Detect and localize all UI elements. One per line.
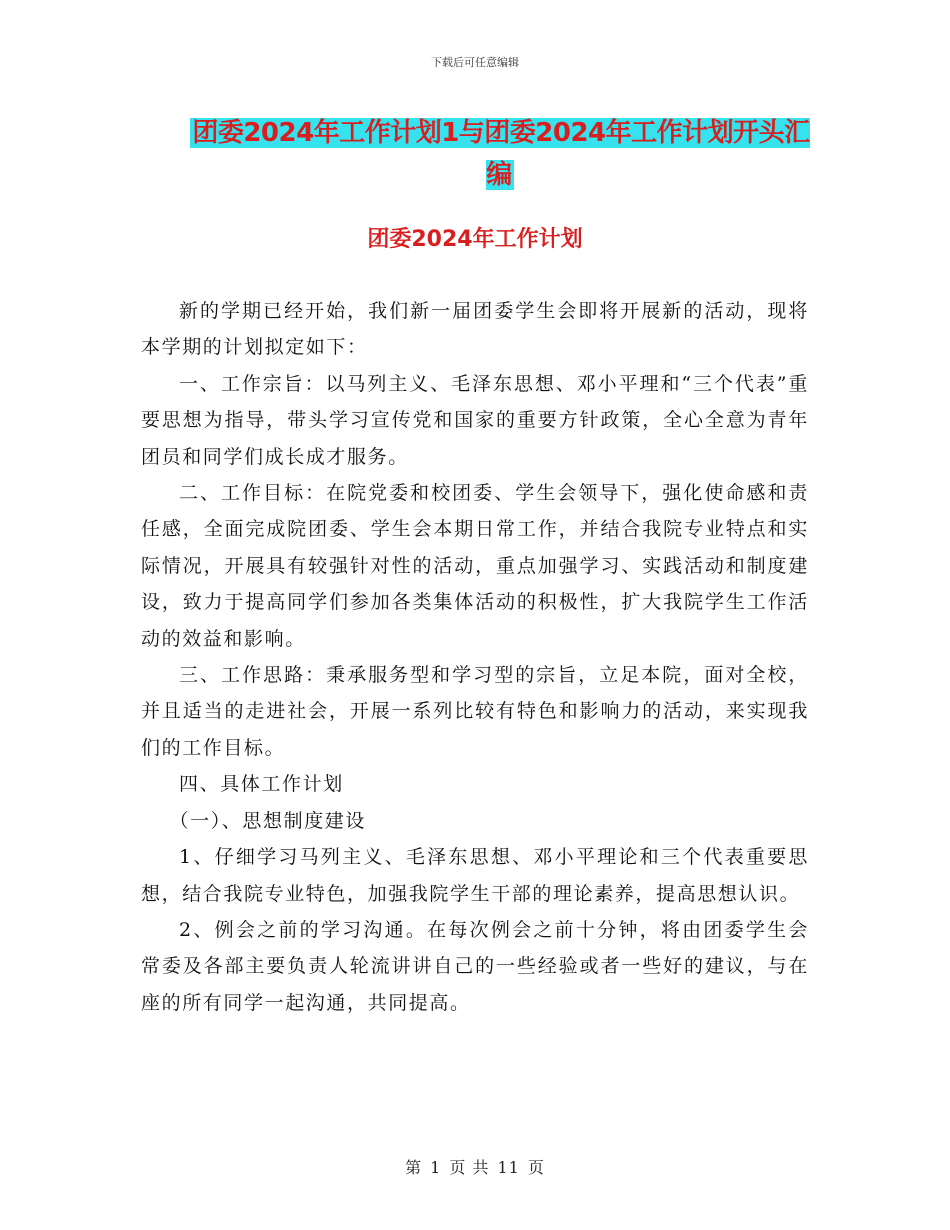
page-suffix: 页 — [527, 1158, 545, 1177]
paragraph-goals: 二、工作目标：在院党委和校团委、学生会领导下，强化使命感和责任感，全面完成院团委、学生会本期日常工作，并结合我院专业特点和实际情况，开展具有较强针对性的活动，重点加强学习、实践活动和制度建设，致力于提高同学们参加各类集体活动的积极性，扩大我院学生工作活动的效益和影响。 — [141, 482, 809, 650]
page-prefix: 第 — [405, 1158, 423, 1177]
document-body — [141, 293, 809, 1021]
document-title-text: 团委2024年工作计划1与团委2024年工作计划开头汇编 — [192, 118, 810, 190]
paragraph-plan-heading: 四、具体工作计划 — [179, 773, 344, 796]
header-note: 下载后可任意编辑 — [431, 56, 519, 69]
paragraph-item-1: 1、仔细学习马列主义、毛泽东思想、邓小平理论和三个代表重要思想，结合我院专业特色，加强我院学生干部的理论素养，提高思想认识。 — [141, 846, 809, 905]
page-total: 11 — [497, 1158, 520, 1177]
paragraph-purpose: 一、工作宗旨：以马列主义、毛泽东思想、邓小平理和“三个代表”重要思想为指导，带头学习宣传党和国家的重要方针政策，全心全意为青年团员和同学们成长成才服务。 — [141, 372, 809, 468]
page-number: 1 — [430, 1158, 442, 1177]
section-title: 团委2024年工作计划 — [367, 227, 583, 252]
paragraph-approach: 三、工作思路：秉承服务型和学习型的宗旨，立足本院，面对全校，并且适当的走进社会，开展一系列比较有特色和影响力的活动，来实现我们的工作目标。 — [141, 664, 809, 759]
page-footer — [0, 1155, 950, 1178]
paragraph-intro: 新的学期已经开始，我们新一届团委学生会即将开展新的活动，现将本学期的计划拟定如下： — [141, 300, 809, 359]
paragraph-item-2: 2、例会之前的学习沟通。在每次例会之前十分钟，将由团委学生会常委及各部主要负责人轮流讲讲自己的一些经验或者一些好的建议，与在座的所有同学一起沟通，共同提高。 — [141, 918, 809, 1014]
page-middle: 页 共 — [449, 1158, 490, 1177]
paragraph-subheading: （一）、思想制度建设 — [169, 809, 367, 832]
document-title — [180, 112, 820, 196]
